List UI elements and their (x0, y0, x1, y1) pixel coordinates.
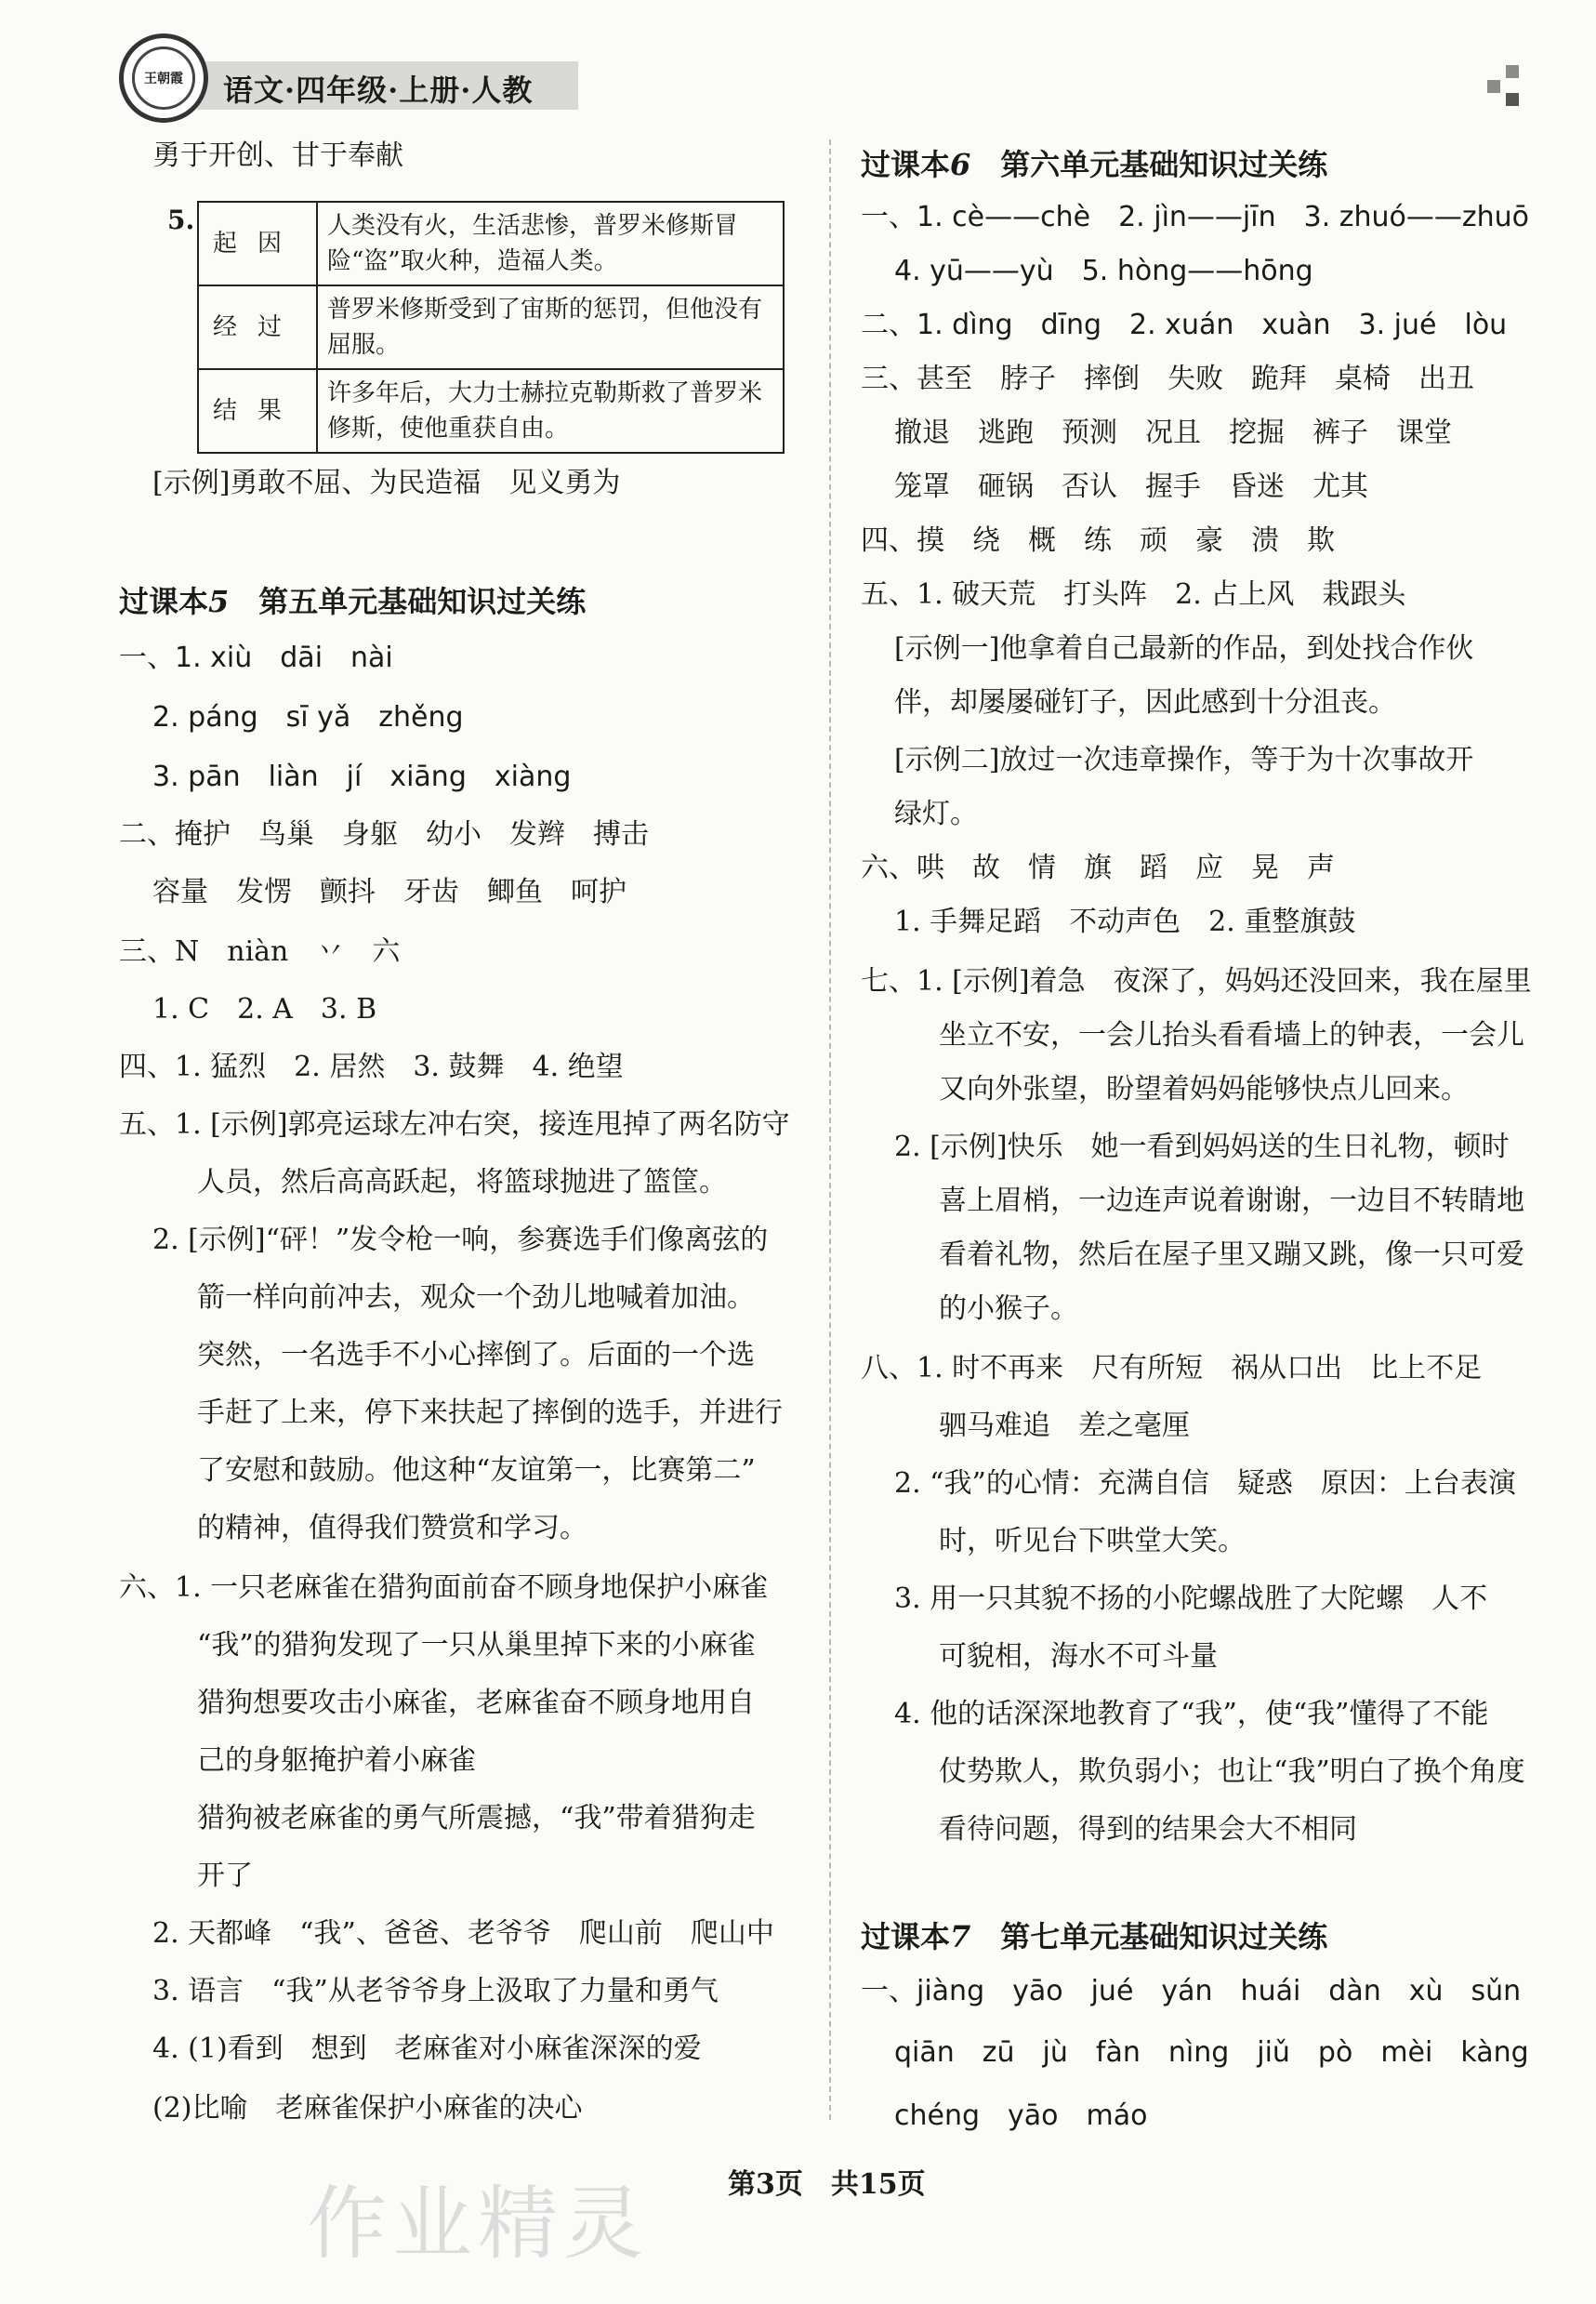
answer-line: 4. yū——yù 5. hòng——hōng (894, 255, 1313, 287)
answer-line: 三、N niàn 丷 六 (119, 935, 401, 968)
answer-line: 坐立不安，一会儿抬头看看墙上的钟表，一会儿 (939, 1019, 1524, 1052)
answer-line: [示例二]放过一次违章操作，等于为十次事故开 (894, 744, 1474, 776)
section-number: 6 (950, 147, 971, 182)
answer-line: [示例]勇敢不屈、为民造福 见义勇为 (152, 467, 621, 499)
section-prefix: 过课本 (119, 584, 209, 619)
table-cell-text: 普罗米修斯受到了宙斯的惩罚，但他没有屈服。 (317, 285, 784, 369)
section-name: 第五单元基础知识过关练 (229, 584, 587, 619)
answer-line: chéng yāo máo (894, 2099, 1148, 2132)
answer-line: 2. “我”的心情：充满自信 疑惑 原因：上台表演 (894, 1467, 1516, 1500)
answer-line: 3. 用一只其貌不扬的小陀螺战胜了大陀螺 人不 (894, 1582, 1488, 1615)
answer-line: 的小猴子。 (939, 1292, 1078, 1325)
column-divider (829, 139, 831, 2120)
answer-line: 猎狗想要攻击小麻雀，老麻雀奋不顾身地用自 (197, 1687, 755, 1719)
answer-line: 可貌相，海水不可斗量 (939, 1640, 1218, 1673)
answer-line: [示例一]他拿着自己最新的作品，到处找合作伙 (894, 632, 1474, 665)
answer-line: 八、1. 时不再来 尺有所短 祸从口出 比上不足 (861, 1352, 1483, 1384)
answer-line: 2. [示例]快乐 她一看到妈妈送的生日礼物，顿时 (894, 1131, 1510, 1163)
table-cell-text: 人类没有火，生活悲惨，普罗米修斯冒险“盗”取火种，造福人类。 (317, 202, 784, 285)
answer-line: 绿灯。 (894, 798, 978, 830)
answer-line: 容量 发愣 颤抖 牙齿 鲫鱼 呵护 (152, 876, 627, 908)
section-number: 7 (950, 1919, 971, 1954)
answer-line: 2. [示例]“砰！”发令枪一响，参赛选手们像离弦的 (152, 1224, 769, 1256)
answer-line: 2. 天都峰 “我”、爸爸、老爷爷 爬山前 爬山中 (152, 1917, 774, 1950)
answer-line: 四、摸 绕 概 练 顽 豪 溃 欺 (861, 524, 1335, 557)
answer-line: 又向外张望，盼望着妈妈能够快点儿回来。 (939, 1073, 1469, 1106)
answer-line: 4. (1)看到 想到 老麻雀对小麻雀深深的爱 (152, 2033, 702, 2065)
answer-line: 笼罩 砸锅 否认 握手 昏迷 尤其 (894, 470, 1368, 503)
answer-line: 四、1. 猛烈 2. 居然 3. 鼓舞 4. 绝望 (119, 1051, 624, 1083)
answer-line: 己的身躯掩护着小麻雀 (197, 1744, 476, 1777)
book-title: 语文·四年级·上册·人教 (223, 73, 534, 108)
answer-line: 五、1. [示例]郭亮运球左冲右突，接连甩掉了两名防守 (119, 1108, 790, 1141)
table-cell-label: 起因 (198, 202, 317, 285)
answer-line: 了安慰和鼓励。他这种“友谊第一，比赛第二” (197, 1454, 756, 1487)
answer-line: 伴，却屡屡碰钉子，因此感到十分沮丧。 (894, 686, 1396, 719)
answer-line: 4. 他的话深深地教育了“我”，使“我”懂得了不能 (894, 1698, 1489, 1730)
answer-line: (2)比喻 老麻雀保护小麻雀的决心 (152, 2092, 583, 2125)
answer-line: 一、jiàng yāo jué yán huái dàn xù sǔn (861, 1975, 1522, 2007)
answer-line: 看着礼物，然后在屋子里又蹦又跳，像一只可爱 (939, 1238, 1524, 1271)
logo-mark (132, 46, 195, 110)
answer-line: 驷马难追 差之毫厘 (939, 1410, 1190, 1442)
section-prefix: 过课本 (861, 1919, 951, 1954)
answer-line: 人员，然后高高跃起，将篮球抛进了篮筐。 (197, 1166, 727, 1198)
answer-line: 1. C 2. A 3. B (152, 993, 377, 1026)
answer-line: 的精神，值得我们赞赏和学习。 (197, 1512, 587, 1544)
answer-line: 3. pān liàn jí xiāng xiàng (152, 761, 572, 793)
table-row (198, 202, 784, 285)
section-title-unit5 (119, 578, 586, 621)
answer-line: 勇于开创、甘于奉献 (152, 139, 403, 172)
section-number: 5 (208, 584, 230, 619)
answer-line: 仗势欺人，欺负弱小；也让“我”明白了换个角度 (939, 1755, 1525, 1788)
corner-square-icon (1487, 80, 1500, 93)
table-cell-text: 许多年后，大力士赫拉克勒斯救了普罗米修斯，使他重获自由。 (317, 369, 784, 453)
section-prefix: 过课本 (861, 147, 951, 182)
answer-line: 二、1. dìng dīng 2. xuán xuàn 3. jué lòu (861, 309, 1508, 341)
answer-line: 一、1. xiù dāi nài (119, 642, 393, 674)
answer-line: 二、掩护 鸟巢 身躯 幼小 发辫 搏击 (119, 818, 649, 851)
answer-line: 开了 (197, 1860, 253, 1892)
page-number: 第3页 共15页 (728, 2168, 926, 2201)
answer-line: 猎狗被老麻雀的勇气所震撼，“我”带着猎狗走 (197, 1802, 756, 1834)
logo-text: 王朝霞 (144, 72, 183, 86)
answer-line: 手赶了上来，停下来扶起了摔倒的选手，并进行 (197, 1397, 783, 1429)
question-number: 5. (167, 205, 195, 235)
story-table (197, 201, 785, 454)
answer-line: 时，听见台下哄堂大笑。 (939, 1525, 1246, 1557)
answer-line: 看待问题，得到的结果会大不相同 (939, 1813, 1357, 1846)
answer-line: 一、1. cè——chè 2. jìn——jīn 3. zhuó——zhuō (861, 201, 1530, 233)
answer-line: 三、甚至 脖子 摔倒 失败 跪拜 桌椅 出丑 (861, 363, 1474, 395)
answer-line: 六、哄 故 情 旗 蹈 应 晃 声 (861, 852, 1335, 884)
answer-line: 突然，一名选手不小心摔倒了。后面的一个选 (197, 1339, 755, 1371)
answer-line: 六、1. 一只老麻雀在猎狗面前奋不顾身地保护小麻雀 (119, 1571, 769, 1604)
answer-line: 五、1. 破天荒 打头阵 2. 占上风 栽跟头 (861, 578, 1406, 611)
answer-line: “我”的猎狗发现了一只从巢里掉下来的小麻雀 (197, 1629, 756, 1662)
answer-line: 箭一样向前冲去，观众一个劲儿地喊着加油。 (197, 1281, 755, 1314)
table-cell-label: 结果 (198, 369, 317, 453)
answer-line: 七、1. [示例]着急 夜深了，妈妈还没回来，我在屋里 (861, 965, 1532, 998)
publisher-logo (119, 33, 208, 123)
answer-line: 喜上眉梢，一边连声说着谢谢，一边目不转睛地 (939, 1185, 1524, 1217)
answer-line: 撤退 逃跑 预测 况且 挖掘 裤子 课堂 (894, 417, 1452, 449)
section-title-unit7 (861, 1913, 1327, 1956)
answer-line: 2. páng sī yǎ zhěng (152, 701, 464, 734)
section-name: 第六单元基础知识过关练 (970, 147, 1328, 182)
corner-square-icon (1506, 93, 1519, 106)
answer-line: 1. 手舞足蹈 不动声色 2. 重整旗鼓 (894, 906, 1356, 938)
corner-square-icon (1506, 65, 1519, 78)
answer-line: 3. 语言 “我”从老爷爷身上汲取了力量和勇气 (152, 1975, 719, 2007)
watermark: 作业精灵 (307, 2178, 649, 2271)
table-cell-label: 经过 (198, 285, 317, 369)
table-row (198, 285, 784, 369)
section-title-unit6 (861, 141, 1327, 184)
answer-line: qiān zū jù fàn nìng jiǔ pò mèi kàng (894, 2036, 1529, 2069)
table-row (198, 369, 784, 453)
section-name: 第七单元基础知识过关练 (970, 1919, 1328, 1954)
